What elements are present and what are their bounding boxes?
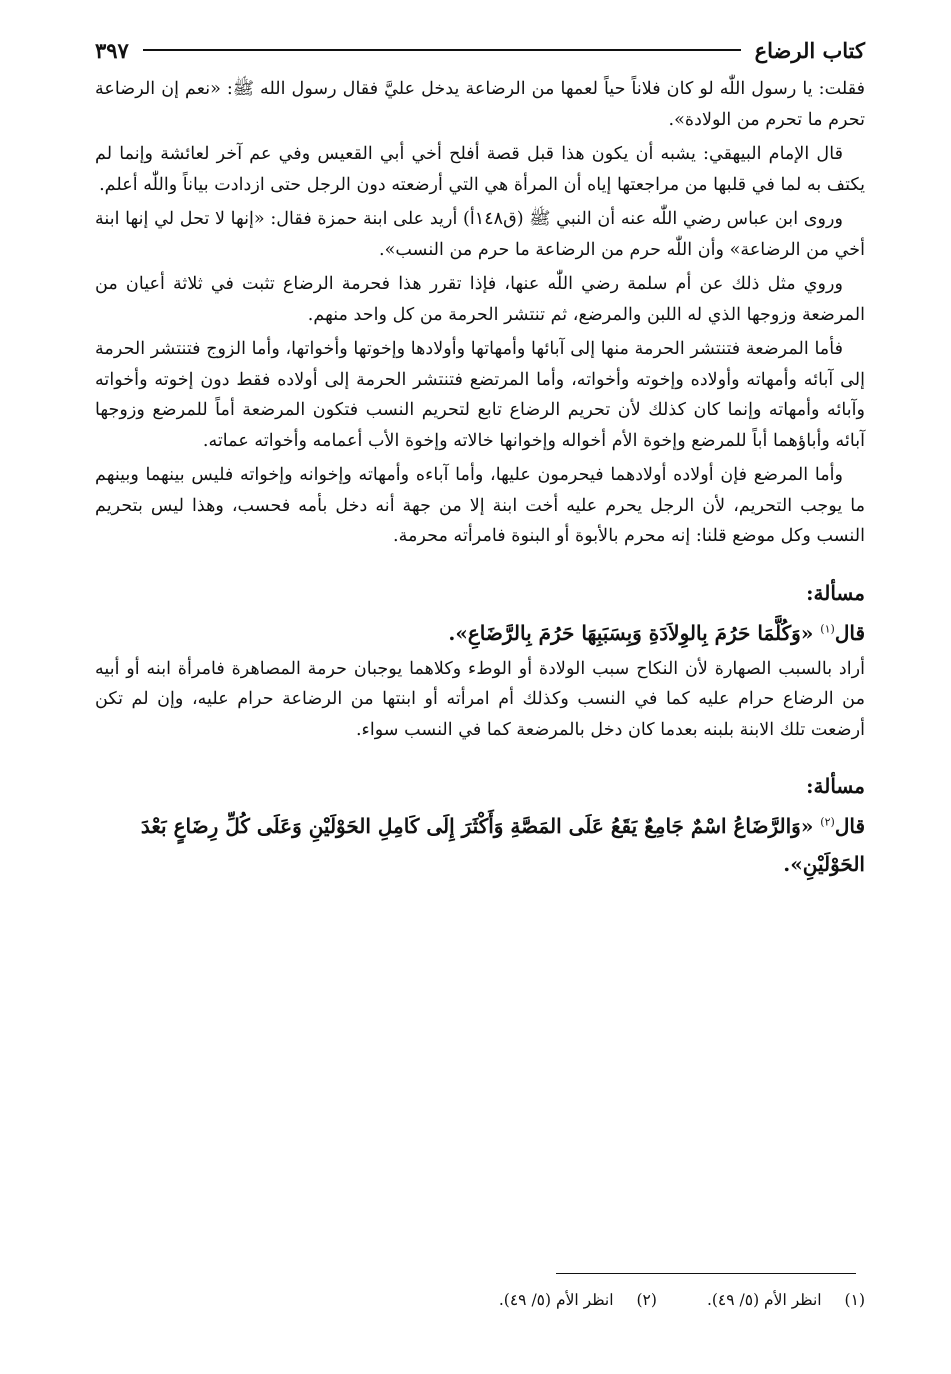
body-text — [95, 74, 865, 883]
footnote-text: انظر الأم (٥/ ٤٩). — [706, 1291, 822, 1309]
paragraph: فقلت: يا رسول اللّٰه لو كان فلاناً حياً لعمها من الرضاعة يدخل عليَّ فقال رسول الله ﷺ: «نعم إن الرضاعة تحرم ما تحرم من الولادة». — [95, 79, 865, 130]
paragraph: وروى ابن عباس رضي اللّٰه عنه أن النبي ﷺ (ق١٤٨أ) أريد على ابنة حمزة فقال: «إنها لا تحل لي إنها ابنة أخي من الرضاعة» وأن اللّٰه حرم من الرضاعة ما حرم من النسب». — [95, 209, 865, 260]
matn-quote — [95, 807, 865, 883]
footnote-marker: (١) — [820, 621, 835, 635]
section-heading: مسألة: — [806, 580, 865, 605]
footnote-text: انظر الأم (٥/ ٤٩). — [498, 1291, 614, 1309]
paragraph: قال الإمام البيهقي: يشبه أن يكون هذا قبل قصة أفلح أخي أبي القعيس وفي عم آخر لعائشة وإنما لم يكتف به لما في قلبها من مراجعتها إياه أن المرأة هي التي أرضعته دون الرجل حتى ازدادت بياناً واللّٰه أعلم. — [95, 144, 865, 195]
matn-text: «وَكُلَّمَا حَرُمَ بِالوِلاَدَةِ وَبِسَبَبِهَا حَرُمَ بِالرَّضَاعِ». — [448, 620, 814, 645]
section-heading: مسألة: — [806, 774, 865, 798]
matn-text: «وَالرَّضَاعُ اسْمٌ جَامِعٌ يَقَعُ عَلَى المَصَّةِ وَأَكْثَرَ إِلَى كَامِلِ الحَوْلَيْنِ وَعَلَى كُلِّ رِضَاعٍ بَعْدَ الحَوْلَيْنِ». — [140, 814, 865, 876]
running-header — [95, 30, 865, 70]
footnote — [499, 1286, 657, 1314]
footnote-rule — [556, 1273, 856, 1274]
book-page — [95, 30, 865, 885]
paragraph: وأما المرضع فإن أولاده أولادهما فيحرمون عليها، وأما آباءه وأمهاته وإخوانه وإخواته فليس بينهما وبينهم ما يوجب التحريم، لأن الرجل يحرم عليه أخت ابنة إلا من جهة أنه دخل بأمه فحسب، وهذا ليس بتحريم النسب وكل موضع قلنا: إنه محرم بالأبوة أو البنوة فامرأته محرمة. — [95, 465, 865, 546]
footnote-number: (١) — [844, 1291, 865, 1309]
book-title: كتاب الرضاع — [754, 37, 865, 63]
qala-word: قال — [834, 814, 865, 838]
matn-quote — [95, 614, 865, 652]
page-number: ٣٩٧ — [95, 37, 129, 63]
footnote — [707, 1286, 865, 1314]
footnotes — [499, 1286, 865, 1314]
paragraph: فأما المرضعة فتنتشر الحرمة منها إلى آبائها وأمهاتها وأولادها وإخوتها وأخواتها، وأما الزوج فتنتشر الحرمة إلى آبائه وأمهاته وأولاده وإخوته وأخواته، وأما المرتضع فتنتشر الحرمة إلى أولاده فقط دون إخوته وأخواته وآبائه وأمهاته وإنما كان كذلك لأن تحريم الرضاع تابع لتحريم النسب فتكون المرضعة أماً للمرضع وزوجها آبائه وأباؤهما أباً للمرضع وإخوة الأم أخواله وإخوانها خالاته وإخوة الأب أعمامه وأخواته عماته. — [95, 339, 865, 451]
qala-word: قال — [834, 620, 865, 645]
header-rule — [143, 49, 741, 51]
paragraph: وروي مثل ذلك عن أم سلمة رضي اللّٰه عنها، فإذا تقرر هذا فحرمة الرضاع تثبت في ثلاثة أعيان من المرضعة وزوجها الذي له اللبن والمرضع، ثم تنتشر الحرمة من كل واحد منهم. — [95, 274, 865, 325]
paragraph: أراد بالسبب الصهارة لأن النكاح سبب الولادة أو الوطء وكلاهما يوجبان حرمة المصاهرة فامرأة ابنه أو أبيه من الرضاع حرام عليه كما في النسب وكذلك أم امرأته أو ابنتها من الرضاعة حرام عليه، وإن لم تكن أرضعت تلك الابنة بلبنه بعدما كان دخل بالمرضعة كما في النسب سواء. — [95, 658, 865, 740]
footnote-number: (٢) — [636, 1291, 657, 1309]
footnote-marker: (٢) — [820, 815, 835, 829]
